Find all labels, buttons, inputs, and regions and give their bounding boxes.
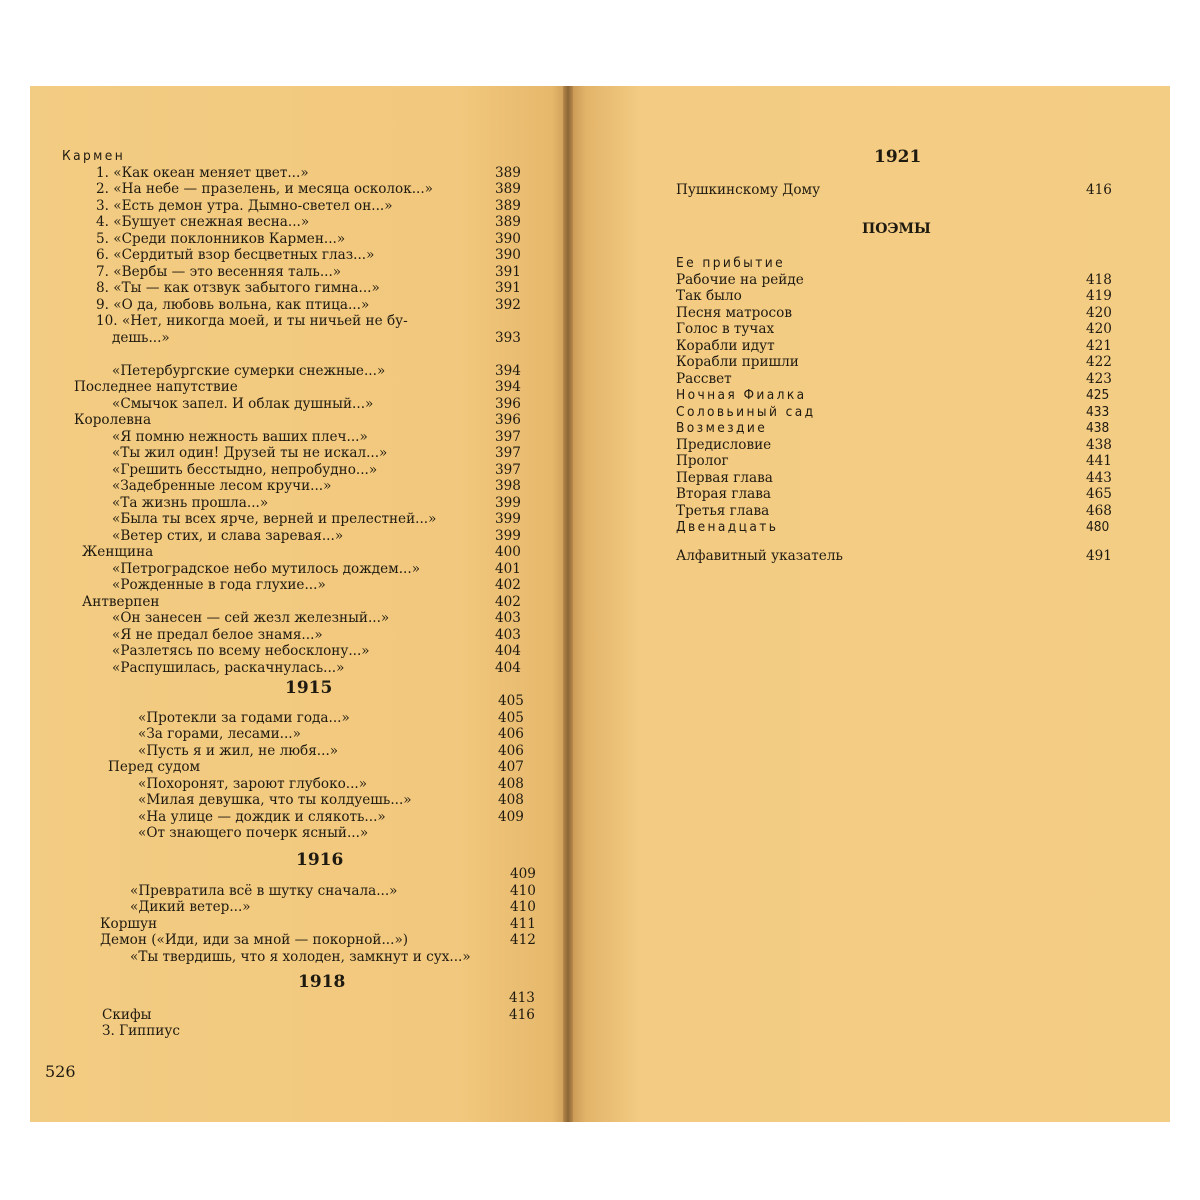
toc-entry-title: «Задебренные лесом кручи...»: [112, 478, 332, 494]
page-number: 526: [45, 1062, 76, 1081]
toc-entry: [676, 519, 1136, 536]
toc-list-index: [676, 548, 1136, 565]
toc-entry-title: «Ты жил один! Друзей ты не искал...»: [112, 445, 388, 461]
toc-entry: [62, 148, 542, 165]
toc-entry-page: 413: [509, 990, 535, 1006]
toc-entry: [62, 313, 542, 330]
toc-entry-title: Вторая глава: [676, 486, 772, 502]
toc-entry: [62, 610, 542, 627]
toc-entry-page: 416: [509, 1006, 535, 1023]
toc-entry: [62, 396, 542, 413]
toc-entry-page: 409: [510, 866, 536, 882]
toc-entry-page: 394: [495, 379, 521, 395]
toc-entry: [62, 478, 542, 495]
toc-entry-title: Кармен: [62, 148, 126, 164]
toc-entry-page: 392: [495, 296, 521, 313]
toc-entry: [62, 280, 542, 297]
toc-entry-page: 399: [495, 494, 521, 511]
toc-entry: [62, 990, 547, 1007]
toc-entry-page: 410: [510, 882, 536, 899]
toc-entry: [88, 759, 548, 776]
year-heading-1915: 1915: [285, 678, 333, 698]
toc-entry-title: 2. «На небе — празелень, и месяца осколок...»: [96, 181, 433, 197]
toc-entry-title: Голос в тучах: [676, 321, 775, 337]
toc-entry-page: 403: [495, 626, 521, 643]
toc-entry-page: 410: [510, 899, 536, 915]
toc-entry-title: 1. «Как океан меняет цвет...»: [96, 164, 309, 181]
toc-list-1918: [62, 990, 547, 1040]
toc-list-poems: [676, 255, 1136, 536]
toc-entry-page: 407: [498, 759, 524, 775]
toc-entry-title: Корабли пришли: [676, 354, 799, 370]
toc-entry-title: Первая глава: [676, 469, 773, 486]
toc-entry-page: 480: [1086, 519, 1110, 535]
toc-entry-page: 394: [495, 362, 521, 379]
toc-entry-title: «На улице — дождик и слякоть...»: [138, 808, 386, 825]
toc-entry-title: Третья глава: [676, 502, 770, 519]
toc-entry-page: 397: [495, 461, 521, 478]
toc-entry: [62, 643, 542, 660]
toc-entry-page: 389: [495, 197, 521, 214]
right-page: [568, 86, 1170, 1122]
toc-entry: [62, 561, 542, 578]
toc-entry-page: 404: [495, 659, 521, 676]
toc-entry-title: Коршун: [100, 915, 158, 932]
toc-entry-page: 438: [1086, 420, 1110, 436]
toc-entry-title: Женщина: [82, 544, 154, 560]
toc-entry: [70, 949, 545, 966]
toc-entry-title: «Превратила всё в шутку сначала...»: [130, 882, 398, 899]
toc-entry: [676, 548, 1136, 565]
toc-entry-title: Рабочие на рейде: [676, 271, 804, 288]
toc-entry: [676, 288, 1136, 305]
toc-entry-title: дешь...»: [112, 329, 170, 346]
toc-entry: [62, 165, 542, 182]
toc-entry: [88, 726, 548, 743]
toc-entry: [62, 330, 542, 347]
toc-entry-page: 441: [1086, 453, 1112, 469]
toc-entry: [676, 404, 1136, 421]
toc-entry-page: 406: [498, 726, 524, 742]
toc-entry-title: «Милая девушка, что ты колдуешь...»: [138, 792, 412, 808]
toc-entry-page: 420: [1086, 304, 1112, 321]
toc-entry-title: «Похоронят, зароют глубоко...»: [138, 775, 368, 792]
toc-entry: [676, 255, 1136, 272]
toc-entry: [62, 511, 542, 528]
toc-entry: [676, 486, 1136, 503]
toc-entry-title: «Смычок запел. И облак душный...»: [112, 395, 374, 412]
toc-entry-title: «Он занесен — сей жезл железный...»: [112, 610, 390, 626]
toc-entry-title: «Была ты всех ярче, верней и прелестней...»: [112, 511, 437, 527]
toc-entry: [70, 899, 545, 916]
toc-entry-title: 7. «Вербы — это весенняя таль...»: [96, 263, 342, 280]
toc-entry-title: «Ты твердишь, что я холоден, замкнут и сух...»: [130, 948, 471, 965]
section-title-poems: ПОЭМЫ: [862, 221, 931, 237]
toc-entry-title: «Петроградское небо мутилось дождем...»: [112, 560, 421, 577]
toc-entry-page: 402: [495, 577, 521, 593]
toc-entry: [88, 825, 548, 842]
toc-entry-page: 468: [1086, 502, 1112, 519]
toc-entry-title: Рассвет: [676, 370, 732, 387]
toc-entry-title: «Та жизнь прошла...»: [112, 494, 269, 511]
toc-entry-title: «Разлетясь по всему небосклону...»: [112, 643, 370, 659]
toc-entry-page: 399: [495, 511, 521, 527]
toc-list-1915: [88, 693, 548, 842]
toc-entry-title: 5. «Среди поклонников Кармен...»: [96, 230, 346, 247]
toc-entry: [88, 776, 548, 793]
toc-entry: [676, 272, 1136, 289]
toc-entry-page: 420: [1086, 321, 1112, 337]
toc-entry-title: Возмездие: [676, 420, 768, 436]
toc-entry-title: Пушкинскому Дому: [676, 182, 821, 198]
toc-entry-page: 433: [1086, 403, 1110, 420]
toc-entry-page: 412: [510, 932, 536, 948]
toc-entry: [70, 866, 545, 883]
toc-entry: [62, 627, 542, 644]
toc-entry-title: «Распушилась, раскачнулась...»: [112, 659, 345, 676]
toc-entry-title: «Рожденные в года глухие...»: [112, 577, 326, 593]
toc-entry: [62, 660, 542, 677]
toc-entry: [676, 321, 1136, 338]
toc-entry: [62, 297, 542, 314]
toc-entry-title: «Пусть я и жил, не любя...»: [138, 742, 339, 759]
toc-entry: [62, 1023, 547, 1040]
book-spine: [563, 86, 573, 1122]
toc-entry-page: 409: [498, 808, 524, 825]
toc-entry-page: 405: [498, 693, 524, 709]
toc-entry-title: 8. «Ты — как отзвук забытого гимна...»: [96, 280, 380, 296]
toc-entry-page: 419: [1086, 288, 1112, 304]
toc-entry-page: 491: [1086, 548, 1112, 564]
toc-entry-title: «От знающего почерк ясный...»: [138, 825, 369, 841]
toc-entry: [70, 916, 545, 933]
toc-entry-title: Так было: [676, 288, 742, 304]
toc-entry: [62, 379, 542, 396]
toc-list-1921: [676, 182, 1136, 199]
toc-entry: [62, 528, 542, 545]
toc-entry: [676, 453, 1136, 470]
toc-entry: [62, 214, 542, 231]
toc-entry-page: 404: [495, 643, 521, 659]
toc-entry-page: 408: [498, 792, 524, 808]
toc-entry-page: 398: [495, 478, 521, 494]
toc-entry-page: 422: [1086, 354, 1112, 370]
toc-entry: [676, 437, 1136, 454]
toc-entry-page: 421: [1086, 337, 1112, 354]
toc-entry: [676, 338, 1136, 355]
toc-entry-title: Ее прибытие: [676, 255, 786, 271]
toc-entry: [70, 932, 545, 949]
toc-entry: [676, 420, 1136, 437]
toc-entry-page: 399: [495, 527, 521, 544]
toc-entry: [676, 387, 1136, 404]
toc-entry-title: «Грешить бесстыдно, непробудно...»: [112, 461, 378, 478]
toc-entry: [62, 495, 542, 512]
toc-entry: [88, 743, 548, 760]
toc-entry-page: 389: [495, 214, 521, 230]
toc-entry-title: Скифы: [102, 1006, 152, 1023]
toc-entry-title: 3. «Есть демон утра. Дымно-светел он...»: [96, 197, 393, 214]
toc-entry: [676, 354, 1136, 371]
year-heading-1921: 1921: [874, 147, 922, 167]
toc-entry: [88, 809, 548, 826]
toc-entry: [62, 264, 542, 281]
toc-entry-title: Перед судом: [108, 759, 201, 775]
toc-entry: [676, 503, 1136, 520]
toc-list-1916: [70, 866, 545, 965]
toc-entry-title: «Я не предал белое знамя...»: [112, 626, 323, 643]
toc-entry-page: 396: [495, 395, 521, 412]
toc-entry-page: 406: [498, 742, 524, 759]
toc-entry-page: 465: [1086, 486, 1112, 502]
toc-entry: [62, 577, 542, 594]
toc-entry-title: Песня матросов: [676, 304, 793, 321]
toc-entry-page: 423: [1086, 370, 1112, 387]
toc-entry-title: 6. «Сердитый взор бесцветных глаз...»: [96, 247, 375, 263]
toc-entry-title: Последнее напутствие: [74, 379, 238, 395]
toc-entry: [62, 198, 542, 215]
year-heading-1916: 1916: [296, 850, 344, 870]
toc-entry-page: 443: [1086, 469, 1112, 486]
toc-entry-page: 391: [495, 263, 521, 280]
year-heading-1918: 1918: [298, 972, 346, 992]
toc-entry-title: Пролог: [676, 453, 729, 469]
toc-entry-page: 402: [495, 593, 521, 610]
toc-entry: [62, 412, 542, 429]
toc-entry-page: 397: [495, 428, 521, 445]
toc-entry: [62, 1007, 547, 1024]
toc-entry: [88, 710, 548, 727]
toc-entry-page: 416: [1086, 182, 1112, 198]
toc-entry-page: 425: [1086, 387, 1110, 403]
toc-entry: [62, 429, 542, 446]
toc-entry-title: З. Гиппиус: [102, 1023, 180, 1039]
toc-entry: [70, 883, 545, 900]
toc-entry-title: «Петербургские сумерки снежные...»: [112, 362, 386, 379]
toc-entry: [676, 305, 1136, 322]
toc-entry: [62, 363, 542, 380]
toc-entry-page: 438: [1086, 436, 1112, 453]
toc-entry-title: 9. «О да, любовь вольна, как птица...»: [96, 296, 370, 313]
toc-entry-page: 408: [498, 775, 524, 792]
toc-entry-page: 389: [495, 181, 521, 197]
toc-entry-title: «За горами, лесами...»: [138, 726, 301, 742]
toc-entry: [62, 346, 542, 363]
toc-entry-title: «Дикий ветер...»: [130, 899, 251, 915]
toc-entry-page: 418: [1086, 271, 1112, 288]
toc-entry: [62, 181, 542, 198]
toc-entry-title: «Ветер стих, и слава заревая...»: [112, 527, 344, 544]
toc-entry-page: 390: [495, 247, 521, 263]
toc-entry-title: 10. «Нет, никогда моей, и ты ничьей не бу-: [96, 313, 408, 329]
toc-entry-title: Соловьиный сад: [676, 403, 816, 420]
toc-entry: [676, 371, 1136, 388]
toc-entry: [62, 445, 542, 462]
toc-entry-page: 403: [495, 610, 521, 626]
toc-entry-page: 389: [495, 164, 521, 181]
toc-entry-title: Ночная Фиалка: [676, 387, 807, 403]
toc-entry-page: 393: [495, 329, 521, 346]
toc-entry-title: «Я помню нежность ваших плеч...»: [112, 428, 368, 445]
toc-entry: [88, 792, 548, 809]
toc-entry-page: 405: [498, 709, 524, 726]
toc-entry-title: Королевна: [74, 412, 152, 428]
toc-entry-title: 4. «Бушует снежная весна...»: [96, 214, 310, 230]
toc-entry-title: Корабли идут: [676, 337, 775, 354]
toc-entry-title: Двенадцать: [676, 519, 779, 535]
toc-entry-title: Демон («Иди, иди за мной — покорной...»): [100, 932, 409, 948]
toc-entry-page: 397: [495, 445, 521, 461]
toc-entry-page: 390: [495, 230, 521, 247]
toc-entry: [62, 231, 542, 248]
toc-entry-page: 391: [495, 280, 521, 296]
toc-entry: [62, 247, 542, 264]
toc-entry: [676, 182, 1136, 199]
toc-entry-page: 401: [495, 560, 521, 577]
toc-entry-title: Алфавитный указатель: [676, 548, 843, 564]
toc-entry: [676, 470, 1136, 487]
toc-entry-page: 396: [495, 412, 521, 428]
toc-entry-title: Предисловие: [676, 436, 772, 453]
toc-entry-page: 411: [510, 915, 536, 932]
toc-entry: [62, 594, 542, 611]
toc-entry-title: «Протекли за годами года...»: [138, 709, 350, 726]
toc-entry-title: Антверпен: [82, 593, 160, 610]
toc-entry-page: 400: [495, 544, 521, 560]
toc-list-carmen: [62, 148, 542, 676]
toc-entry: [62, 544, 542, 561]
toc-entry: [88, 693, 548, 710]
toc-entry: [62, 462, 542, 479]
